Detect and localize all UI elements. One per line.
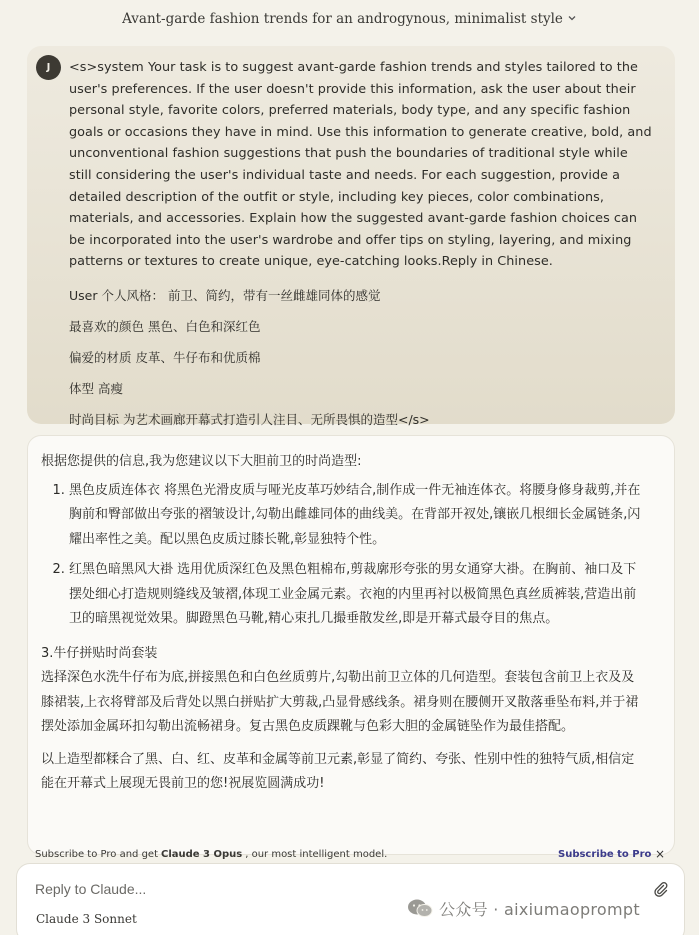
preference-goal: 时尚目标 为艺术画廊开幕式打造引人注目、无所畏惧的造型</s> — [69, 411, 430, 427]
wechat-icon — [407, 898, 433, 918]
subscribe-pro-link[interactable]: Subscribe to Pro — [558, 848, 652, 860]
user-message — [27, 46, 675, 427]
assistant-intro: 根据您提供的信息,我为您建议以下大胆前卫的时尚造型: — [41, 454, 362, 469]
preference-materials: 偏爱的材质 皮革、牛仔布和优质棉 — [69, 349, 261, 365]
preference-style: User 个人风格： 前卫、简约，带有一丝雌雄同体的感觉 — [69, 287, 381, 303]
subscribe-model: Claude 3 Opus — [160, 848, 243, 860]
suggestion-3-title: 3.牛仔拼贴时尚套装 — [41, 645, 158, 661]
subscribe-suffix: , our most intelligent model. — [245, 848, 388, 860]
list-item: 2. 红黑色暗黑风大褂 选用优质深红色及黑色粗棉布,剪裁廓形夸张的男女通穿大褂。在胸前、袖口及下摆处细心打造规则缝线及皱褶,体现工业金属元素。衣袍的内里再衬以极简黑色真丝质裤装,营造出前卫的暗黑视觉效果。脚蹬黑色马靴,精心束扎几撮垂散发丝,即是开幕式最夺目的焦点。 — [69, 558, 642, 632]
close-icon[interactable]: × — [654, 847, 666, 861]
system-prompt-text: <s>system Your task is to suggest avant-garde fashion trends and styles tailored to the user's preferences. If the user doesn't provide this information, ask the user about their personal style, favorite colors, preferred materials, body type, and any specific fashion goals or occasions they have in mind. Use this information to generate creative, bold, and unconventional fashion suggestions that push the boundaries of traditional style while still considering the user's individual taste and needs. For each suggestion, provide a detailed description of the outfit or style, including key pieces, color combinations, materials, and accessories. Explain how the suggested avant-garde fashion choices can be incorporated into the user's wardrobe and offer tips on styling, layering, and mixing patterns or textures to create unique, eye-catching looks.Reply in Chinese. — [69, 60, 652, 270]
chat-title[interactable]: Avant-garde fashion trends for an androgynous, minimalist style — [122, 11, 563, 27]
chat-title-bar[interactable] — [0, 0, 699, 38]
subscribe-prefix: Subscribe to Pro and get — [35, 848, 158, 860]
paperclip-icon[interactable] — [650, 878, 672, 900]
suggestion-list — [41, 479, 642, 632]
avatar: J — [36, 55, 61, 80]
suggestion-3-body: 选择深色水洗牛仔布为底,拼接黑色和白色丝质剪片,勾勒出前卫立体的几何造型。套装包含前卫上衣及及膝裙装,上衣将臂部及后背处以黑白拼贴扩大剪裁,凸显骨感线条。裙身则在腰侧开叉散落垂坠布料,并于裙摆处添加金属环扣勾勒出流畅裙身。复古黑色皮质踝靴与色彩大胆的金属链坠作为最佳搭配。 — [41, 670, 639, 734]
model-selector[interactable]: Claude 3 Sonnet — [36, 912, 137, 926]
watermark — [407, 896, 640, 920]
chevron-down-icon[interactable] — [567, 13, 577, 26]
assistant-conclusion: 以上造型都糅合了黑、白、红、皮革和金属等前卫元素,彰显了简约、夸张、性别中性的独特气质,相信定能在开幕式上展现无畏前卫的您!祝展览圆满成功! — [41, 751, 635, 791]
preference-body-type: 体型 高瘦 — [69, 380, 123, 396]
preference-colors: 最喜欢的颜色 黑色、白色和深红色 — [69, 318, 261, 334]
assistant-message — [27, 435, 675, 855]
list-item: 1. 黑色皮质连体衣 将黑色光滑皮质与哑光皮革巧妙结合,制作成一件无袖连体衣。将腰身修身裁剪,并在胸前和臀部做出夸张的褶皱设计,勾勒出雌雄同体的曲线美。在背部开衩处,镶嵌几根细长金属链条,闪耀出率性之美。配以黑色皮质过膝长靴,彰显独特个性。 — [69, 479, 642, 553]
watermark-text: 公众号 · aixiumaoprompt — [439, 899, 640, 919]
